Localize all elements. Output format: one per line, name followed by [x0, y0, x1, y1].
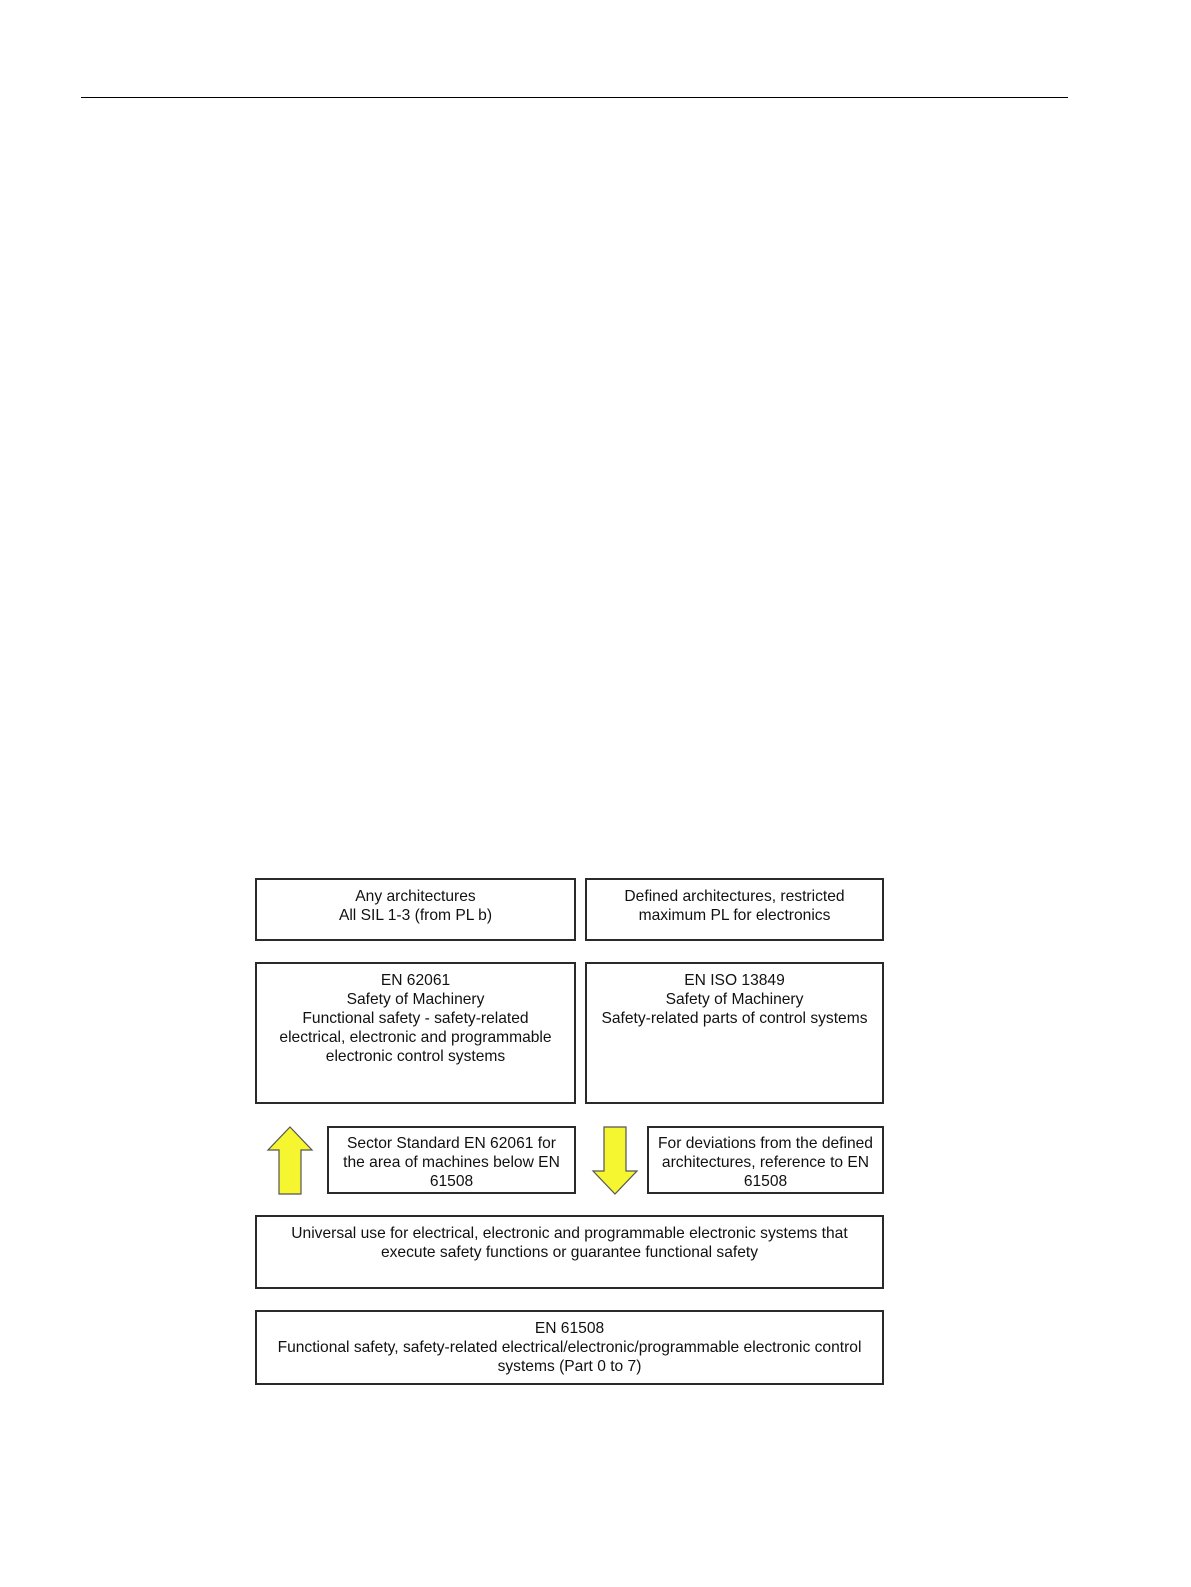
box-line: Defined architectures, restricted: [624, 888, 845, 905]
arrow-up-icon: [266, 1126, 314, 1196]
box-any-architectures: [255, 878, 576, 941]
box-line: Universal use for electrical, electronic and programmable electronic systems that: [291, 1225, 848, 1242]
box-line: systems (Part 0 to 7): [497, 1358, 642, 1375]
box-line: EN ISO 13849: [684, 972, 785, 989]
arrow-down-shape: [593, 1127, 637, 1194]
box-line: architectures, reference to EN: [661, 1154, 870, 1171]
box-line: Sector Standard EN 62061 for: [347, 1135, 556, 1152]
box-line: electrical, electronic and programmable: [279, 1029, 552, 1046]
box-line: execute safety functions or guarantee functional safety: [380, 1244, 759, 1261]
arrow-up-shape: [268, 1127, 312, 1194]
box-line: EN 61508: [534, 1320, 605, 1337]
box-defined-architectures: [585, 878, 884, 941]
box-line: the area of machines below EN: [343, 1154, 560, 1171]
box-en61508: [255, 1310, 884, 1385]
box-line: Functional safety, safety-related electrical/electronic/programmable electronic control: [277, 1339, 862, 1356]
box-line: Safety of Machinery: [665, 991, 804, 1008]
box-line: Safety of Machinery: [346, 991, 485, 1008]
box-sector-standard: [327, 1126, 576, 1194]
box-line: electronic control systems: [325, 1048, 506, 1065]
box-line: For deviations from the defined: [658, 1135, 873, 1152]
box-line: All SIL 1-3 (from PL b): [338, 907, 493, 924]
box-line: Safety-related parts of control systems: [601, 1010, 868, 1027]
box-line: EN 62061: [380, 972, 451, 989]
box-line: Any architectures: [355, 888, 476, 905]
box-deviations: [647, 1126, 884, 1194]
arrow-down-icon: [591, 1126, 639, 1196]
box-line: 61508: [743, 1173, 788, 1190]
box-en-iso-13849: [585, 962, 884, 1104]
box-line: maximum PL for electronics: [638, 907, 831, 924]
box-en62061: [255, 962, 576, 1104]
header-rule: [81, 97, 1068, 98]
box-line: 61508: [429, 1173, 474, 1190]
box-universal-use: [255, 1215, 884, 1289]
box-line: Functional safety - safety-related: [302, 1010, 529, 1027]
